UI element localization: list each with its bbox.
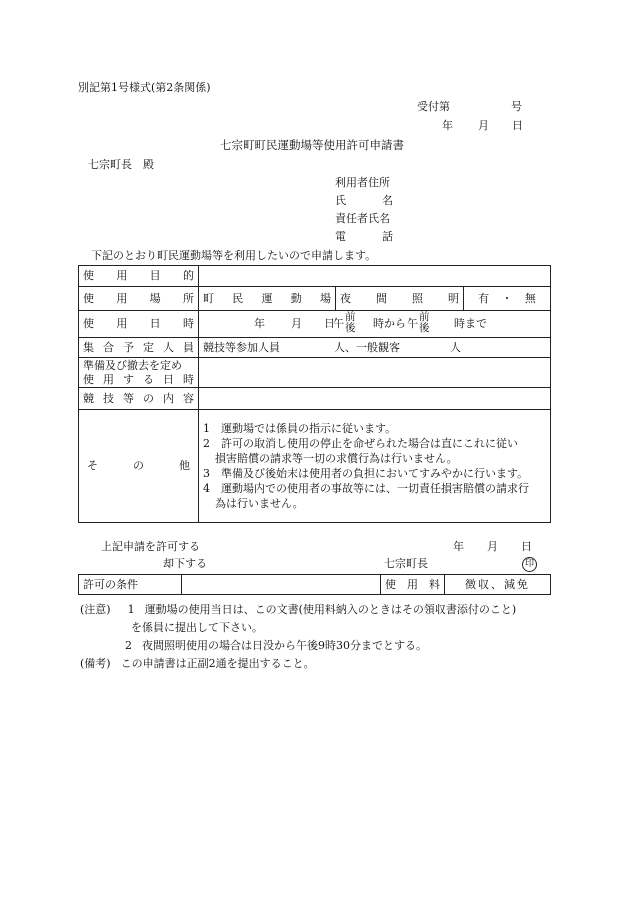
attendees-label [83,341,194,354]
phone-label [335,230,393,243]
remark-text: この申請書は正副2通を提出すること。 [120,657,315,670]
row-attendees [79,338,551,358]
label-char: 定 [143,340,154,354]
label-char: 町 [203,291,214,305]
remark-prefix: (備考) [80,657,111,670]
other-item: 2 許可の取消し使用の停止を命ぜられた場合は直にこれに従い [203,437,518,450]
label-char: 技 [103,391,114,405]
dt-before: 前 [345,311,356,323]
contents-value[interactable] [199,388,551,410]
label-char: 日 [149,317,161,331]
attendees-value[interactable] [199,338,551,358]
label-char: 他 [179,459,190,473]
notes-prefix: (注意) [80,603,111,616]
label-char: 民 [232,291,244,305]
label-char: 料 [429,577,440,591]
label-char: 使 [385,577,396,591]
seal-icon: 印 [522,557,537,572]
row-other [79,410,551,523]
applicant-name-label [335,194,393,207]
phone-label-part: 話 [382,230,393,243]
dt-year: 年 [254,317,265,330]
other-item: 3 準備及び後始末は使用者の負担においてすみやかに行います。 [203,467,529,480]
label-char: 照 [412,291,423,305]
label-char: 競 [83,391,94,405]
label-char: 運 [261,291,273,305]
other-item: 損害賠償の請求等一切の求償行為は行いません。 [215,452,458,465]
intro-text: 下記のとおり町民運動場等を利用したいので申請します。 [91,249,377,262]
label-char: 容 [183,391,194,405]
dt-month: 月 [291,317,302,330]
approval-year: 年 [453,540,464,553]
label-char: 用 [116,269,128,283]
participants-unit: 人、一般観客 [334,341,400,354]
date-year: 年 [442,119,453,132]
label-char: 所 [182,291,194,305]
note-number: 1 [127,603,135,616]
applicant-address-label: 利用者住所 [335,176,390,189]
dt-pm-choice[interactable] [419,312,430,334]
date-day: 日 [512,119,523,132]
reject-text: 却下する [163,557,207,570]
label-char: 予 [123,340,134,354]
label-char: の [143,391,154,405]
date-month: 月 [478,119,489,132]
dt-to: 時まで [454,317,487,330]
other-label [83,459,194,472]
conditions-value[interactable] [182,575,381,595]
datetime-value[interactable] [199,311,551,338]
row-datetime [79,311,551,338]
label-char: 集 [83,340,94,354]
name-label-part: 氏 [335,194,346,207]
addressee: 七宗町長 殿 [88,158,154,171]
night-light-yes[interactable]: 有 [478,291,490,305]
fee-label [385,578,440,591]
contents-label [83,392,194,405]
label-char: 用 [103,372,114,386]
label-char: 用 [407,577,418,591]
row-place [79,287,551,311]
form-number: 別記第1号様式(第2条関係) [78,81,211,94]
night-light-label [340,292,459,305]
label-char: 用 [116,291,128,305]
dt-before: 前 [419,311,430,323]
label-char: 動 [290,291,302,305]
label-char: す [123,372,134,386]
row-contents [79,388,551,410]
other-item: 為は行いません。 [215,497,304,510]
label-char: 夜 [340,291,351,305]
label-char: 人 [163,340,174,354]
label-char: 的 [182,269,194,283]
notes-block [80,601,516,673]
label-char: 場 [149,291,161,305]
row-purpose [79,266,551,287]
label-char: 日 [163,372,174,386]
dt-after: 後 [345,322,356,334]
label-char: 使 [83,317,94,331]
receipt-label: 受付第 [417,100,450,113]
night-light-no[interactable]: 無 [524,291,536,305]
prep-label-line2 [83,373,194,387]
spectators-unit: 人 [450,341,461,354]
permit-text: 上記申請を許可する [101,540,200,553]
receipt-suffix: 号 [511,100,522,113]
prep-label [79,358,199,388]
label-char: 員 [183,340,194,354]
mayor-label: 七宗町長 [384,557,428,570]
label-char: 合 [103,340,114,354]
label-char: 等 [123,391,134,405]
label-char: そ [87,459,98,473]
label-char: の [133,459,144,473]
label-char: 使 [83,291,94,305]
note-1-line2: を係員に提出して下さい。 [131,621,263,634]
other-value [199,410,551,523]
fee-value[interactable]: 徴収、減免 [445,575,551,595]
dt-pm-prefix: 午 [407,317,418,330]
other-item: 4 運動場内での使用者の事故等には、一切責任損害賠償の請求行 [203,482,529,495]
label-char: 明 [448,291,459,305]
dt-after: 後 [419,322,430,334]
other-item: 1 運動場では係員の指示に従います。 [203,422,397,435]
place-label [83,292,194,305]
label-char: る [143,372,154,386]
page-title: 七宗町町民運動場等使用許可申請書 [220,138,404,152]
approval-month: 月 [487,540,498,553]
night-light-choice[interactable] [464,287,551,311]
place-value [203,292,331,305]
application-table [78,265,551,523]
label-char: 目 [149,269,161,283]
dt-am-prefix: 午 [333,317,344,330]
note-1-line1: 運動場の使用当日は、この文書(使用料納入のときはその領収書添付のこと) [144,603,517,616]
row-prep [79,358,551,388]
prep-label-line1: 準備及び撤去を定め [83,358,182,372]
label-char: 時 [183,372,194,386]
approval-day: 日 [521,540,532,553]
purpose-value[interactable] [199,266,551,287]
name-label-part: 名 [382,194,393,207]
note-2-text: 夜間照明使用の場合は日没から午後9時30分までとする。 [142,639,427,652]
label-char: 使 [83,372,94,386]
label-char: 時 [182,317,194,331]
note-number: 2 [125,639,132,652]
dt-am-choice[interactable] [345,312,356,334]
label-char: 内 [163,391,174,405]
label-char: 間 [376,291,387,305]
separator-dot: ・ [501,291,513,305]
responsible-label: 責任者氏名 [335,212,390,225]
label-char: 使 [83,269,94,283]
purpose-label [83,269,194,282]
datetime-label [83,317,194,330]
label-char: 場 [320,291,331,305]
conditions-table [78,574,551,595]
participants-label: 競技等参加人員 [203,341,280,354]
prep-value[interactable] [199,358,551,388]
conditions-label: 許可の条件 [79,575,182,595]
seal-mark [522,556,537,572]
phone-label-part: 電 [335,230,346,243]
dt-from: 時から [373,317,406,330]
label-char: 用 [116,317,128,331]
dt-day: 日 [324,317,335,330]
